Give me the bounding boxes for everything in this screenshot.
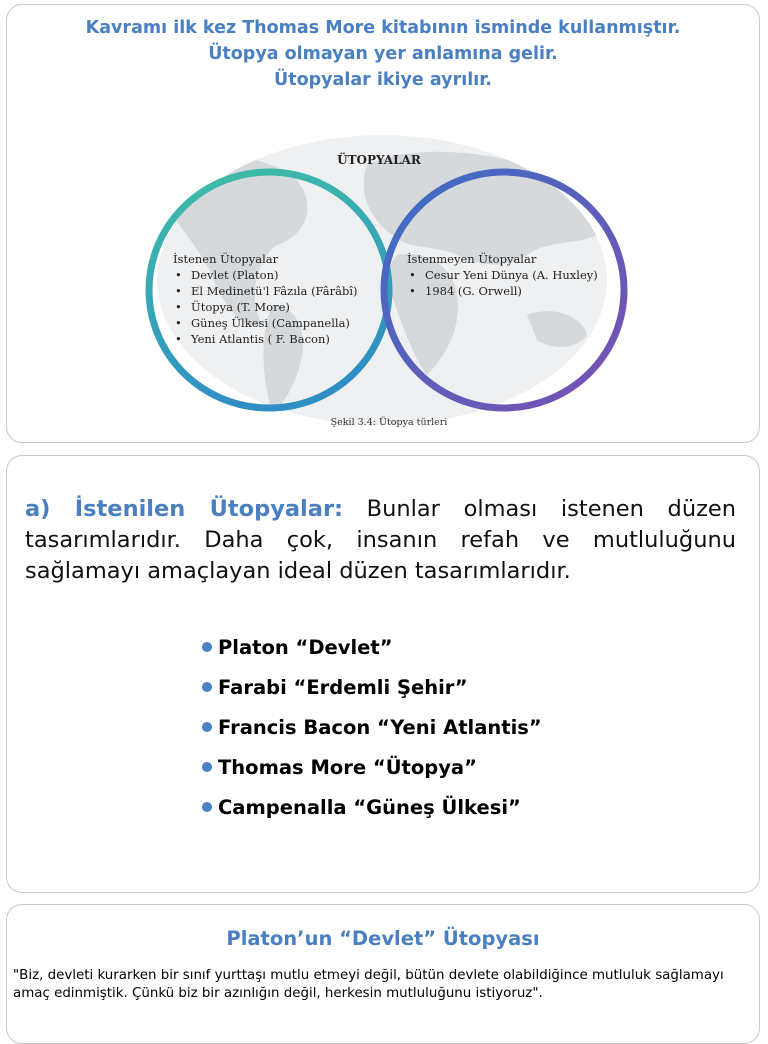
list-item: Thomas More “Ütopya” <box>200 748 542 788</box>
bullet-icon <box>202 802 212 812</box>
svg-text:•: • <box>409 284 416 298</box>
bullet-icon <box>202 722 212 732</box>
left-item: El Medinetü'l Fâzıla (Fârâbî) <box>191 284 358 298</box>
intro-line-1: Kavramı ilk kez Thomas More kitabının isminde kullanmıştır. <box>85 18 681 38</box>
svg-text:•: • <box>409 268 416 282</box>
slide-desired-utopias <box>6 455 760 893</box>
utopia-examples-list <box>200 628 542 828</box>
list-item: Campenalla “Güneş Ülkesi” <box>200 788 542 828</box>
bullet-icon <box>202 762 212 772</box>
section-lead: a) İstenilen Ütopyalar: <box>25 496 344 522</box>
desired-utopias-paragraph <box>25 494 736 587</box>
bullet-icon <box>202 682 212 692</box>
left-item: Ütopya (T. More) <box>191 300 290 314</box>
svg-text:•: • <box>175 316 182 330</box>
list-item: Farabi “Erdemli Şehir” <box>200 668 542 708</box>
bullet-icon <box>202 642 212 652</box>
slide-utopia-intro <box>6 4 760 443</box>
list-item: Platon “Devlet” <box>200 628 542 668</box>
plato-quote: "Biz, devleti kurarken bir sınıf yurttaşı mutlu etmeyi değil, bütün devlete olabildiğince mutluluk sağlamayı amaç edinmiştik. Çünkü biz bir azınlığın değil, herkesin mutluluğunu istiyoruz". <box>13 968 724 1001</box>
figure-title: ÜTOPYALAR <box>337 153 421 167</box>
left-item: Güneş Ülkesi (Campanella) <box>191 316 350 330</box>
svg-text:•: • <box>175 284 182 298</box>
left-item: Yeni Atlantis ( F. Bacon) <box>191 332 330 346</box>
left-heading: İstenen Ütopyalar <box>173 252 279 266</box>
section-text: Bunlar olması istenen düzen tasarımlarıdır. Daha çok, insanın refah ve mutluluğunu sağlamayı amaçlayan ideal düzen tasarımlarıdır. <box>25 496 737 584</box>
utopia-types-figure <box>7 5 760 443</box>
svg-text:•: • <box>175 268 182 282</box>
figure-caption: Şekil 3.4: Ütopya türleri <box>330 417 448 428</box>
right-heading: İstenmeyen Ütopyalar <box>407 252 537 266</box>
intro-line-3: Ütopyalar ikiye ayrılır. <box>274 70 492 90</box>
right-item: Cesur Yeni Dünya (A. Huxley) <box>425 268 598 282</box>
slide-plato-republic <box>6 904 760 1044</box>
intro-line-2: Ütopya olmayan yer anlamına gelir. <box>208 44 558 64</box>
svg-text:•: • <box>175 300 182 314</box>
svg-text:•: • <box>175 332 182 346</box>
slide-title: Platon’un “Devlet” Ütopyası <box>226 927 540 950</box>
right-item: 1984 (G. Orwell) <box>425 284 522 298</box>
left-item: Devlet (Platon) <box>191 268 279 282</box>
list-item: Francis Bacon “Yeni Atlantis” <box>200 708 542 748</box>
